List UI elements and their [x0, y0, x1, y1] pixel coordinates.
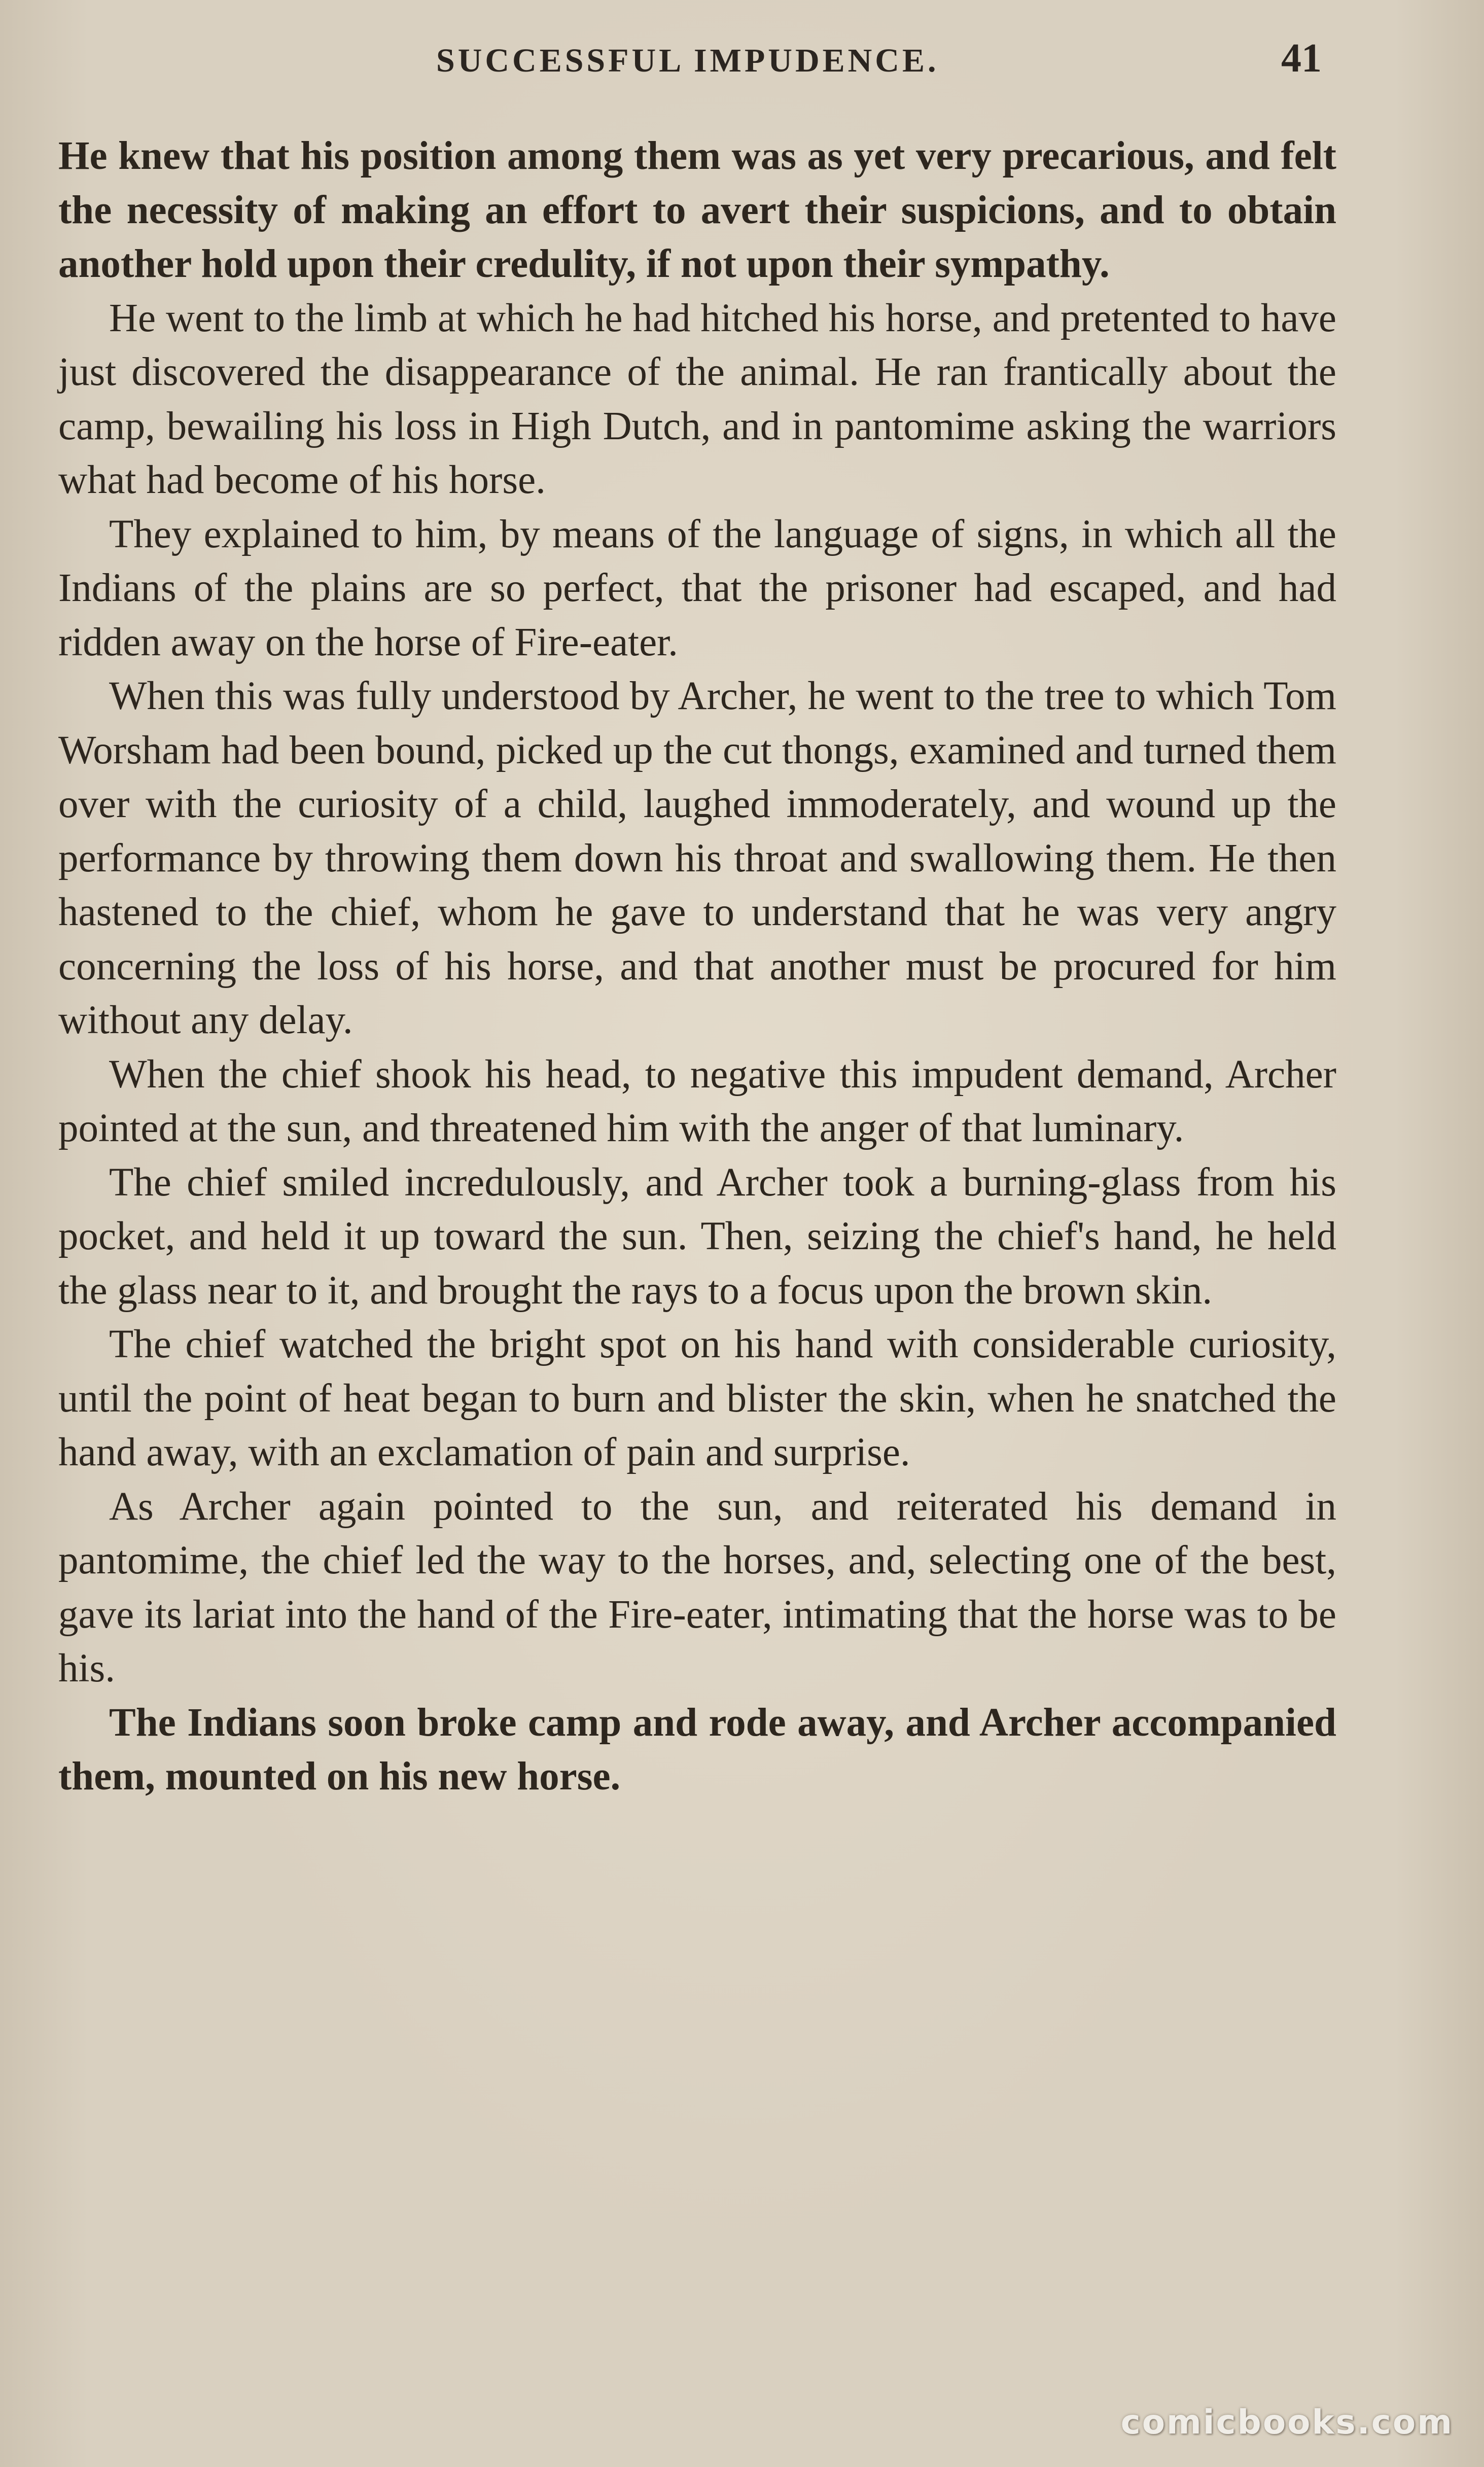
page-number: 41 — [1281, 36, 1322, 81]
paragraph: When this was fully understood by Archer, he went to the tree to which Tom Worsham had been bound, picked up the cut thongs, examined and turned them over with the curiosity of a child, laughed immoderately, and wound up the performance by throwing them down his throat and swallowing them. He then hastened to the chief, whom he gave to understand that he was very angry concerning the loss of his horse, and that another must be procured for him without any delay. — [58, 674, 1336, 1042]
paragraph: The chief smiled incredulously, and Archer took a burning-glass from his pocket, and held it up toward the sun. Then, seizing the chief's hand, he held the glass near to it, and brought the rays to a focus upon the brown skin. — [58, 1160, 1336, 1313]
watermark: comicbooks.com — [1120, 2403, 1454, 2442]
paragraph: The chief watched the bright spot on his hand with considerable curiosity, until the point of heat began to burn and blister the skin, when he snatched the hand away, with an exclamation of pain and surprise. — [58, 1322, 1336, 1474]
paragraph: The Indians soon broke camp and rode away, and Archer accompanied them, mounted on his new horse. — [58, 1700, 1336, 1799]
chapter-title: SUCCESSFUL IMPUDENCE. — [436, 42, 939, 79]
paragraph: He knew that his position among them was as yet very precarious, and felt the necessity of making an effort to avert their suspicions, and to obtain another hold upon their credulity, if not upon their sympathy. — [58, 134, 1336, 286]
paragraph: When the chief shook his head, to negative this impudent demand, Archer pointed at the sun, and threatened him with the anger of that luminary. — [58, 1052, 1336, 1150]
body-text — [58, 129, 1336, 1804]
running-head — [0, 36, 1484, 91]
paragraph: As Archer again pointed to the sun, and reiterated his demand in pantomime, the chief led the way to the horses, and, selecting one of the best, gave its lariat into the hand of the Fire-eater, intimating that the horse was to be his. — [58, 1484, 1336, 1690]
paragraph: They explained to him, by means of the language of signs, in which all the Indians of the plains are so perfect, that the prisoner had escaped, and had ridden away on the horse of Fire-eater. — [58, 512, 1336, 664]
paragraph: He went to the limb at which he had hitched his horse, and pretented to have just discovered the disappearance of the animal. He ran frantically about the camp, bewailing his loss in High Dutch, and in pantomime asking the warriors what had become of his horse. — [58, 296, 1336, 502]
